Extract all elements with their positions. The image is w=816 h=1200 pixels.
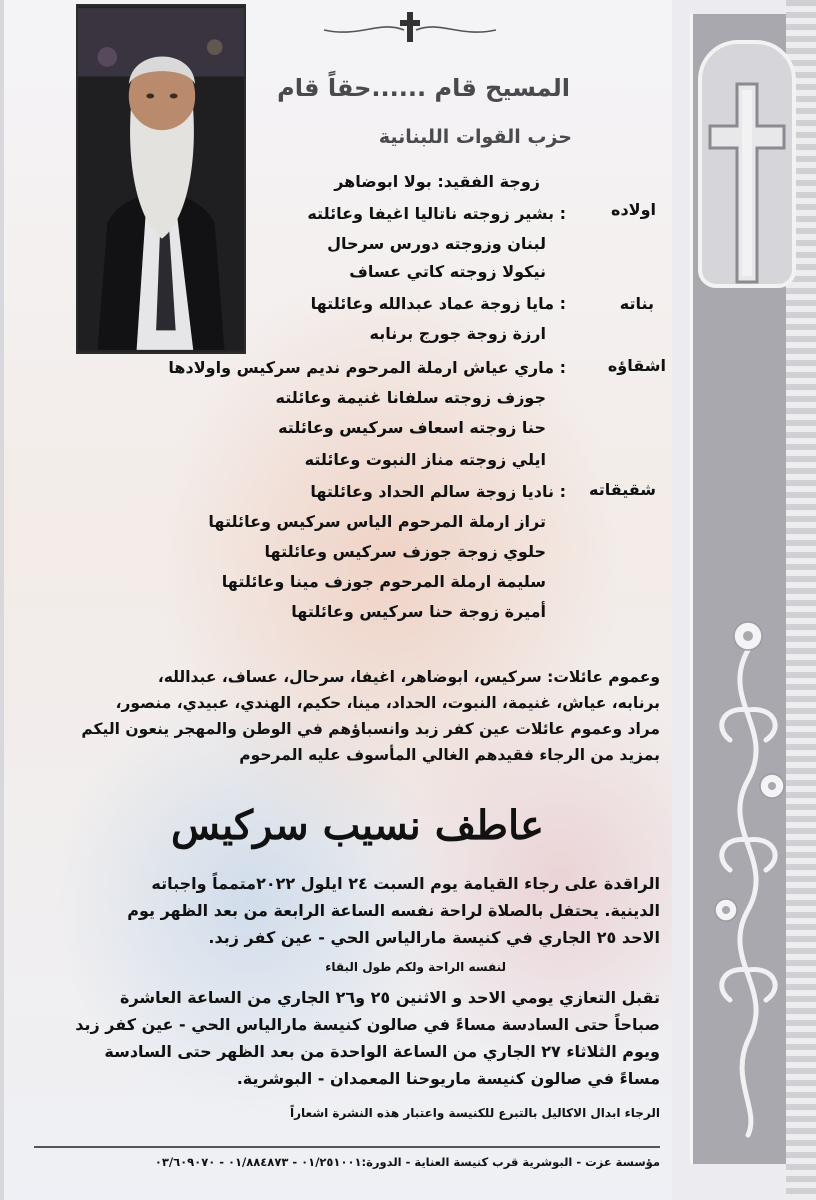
- condolence-line: مساءً في صالون كنيسة ماريوحنا المعمدان - البوشرية.: [236, 1069, 660, 1088]
- funeral-line: الراقدة على رجاء القيامة يوم السبت ٢٤ ايلول ٢٠٢٢متمماً واجباته: [151, 874, 660, 893]
- son-line: : بشير زوجته ناتاليا اغيفا وعائلته: [307, 204, 566, 223]
- donation-note: الرجاء ابدال الاكاليل بالتبرع للكنيسة واعتبار هذه النشرة اشعاراً: [290, 1106, 660, 1120]
- condolence-line: صباحاً حتى السادسة مساءً في صالون كنيسة مارالياس الحي - عين كفر زبد: [75, 1015, 660, 1034]
- daughters-label: بناته: [619, 294, 654, 313]
- funeral-line: الاحد ٢٥ الجاري في كنيسة مارالياس الحي - عين كفر زبد.: [208, 928, 660, 947]
- daughter-line: : مايا زوجة عماد عبدالله وعائلتها: [310, 294, 566, 313]
- floral-ornament-icon: [700, 610, 796, 1140]
- daughter-line: ارزة زوجة جورج برنابه: [369, 324, 546, 343]
- large-cross-icon: [706, 78, 788, 288]
- son-line: نيكولا زوجته كاتي عساف: [349, 262, 546, 281]
- mourning-families: [24, 664, 660, 768]
- easter-greeting: المسيح قام ......حقاً قام: [277, 74, 570, 102]
- brother-line: ايلي زوجته مناز النبوت وعائلته: [304, 450, 546, 469]
- footer-divider: [34, 1146, 660, 1148]
- top-cross-ornament-icon: [320, 10, 500, 44]
- brother-line: حنا زوجته اسعاف سركيس وعائلته: [278, 418, 546, 437]
- funeral-home-footer: مؤسسة عزت - البوشرية قرب كنيسة العناية - الدورة:٠١/٢٥١٠٠١ - ٠١/٨٨٤٨٧٣ - ٠٣/٦٠٩٠٧٠: [154, 1155, 660, 1169]
- brothers-label: اشقاؤه: [607, 356, 666, 375]
- sister-line: سليمة ارملة المرحوم جوزف مينا وعائلتها: [221, 572, 546, 591]
- mourners-line: مراد وعموم عائلات عين كفر زبد وانسباؤهم في الوطن والمهجر ينعون اليكم: [81, 720, 660, 738]
- sister-line: : ناديا زوجة سالم الحداد وعائلتها: [310, 482, 566, 501]
- funeral-line: الدينية. يحتفل بالصلاة لراحة نفسه الساعة الرابعة من بعد الظهر يوم: [127, 901, 660, 920]
- condolence-line: تقبل التعازي يومي الاحد و الاثنين ٢٥ و٢٦ الجاري من الساعة العاشرة: [120, 988, 660, 1007]
- mourners-line: وعموم عائلات: سركيس، ابوضاهر، اغيفا، سرحال، عساف، عبدالله،: [157, 668, 660, 686]
- deceased-name: عاطف نسيب سركيس: [170, 802, 544, 849]
- condolence-line: ويوم الثلاثاء ٢٧ الجاري من الساعة الواحدة من بعد الظهر حتى السادسة: [104, 1042, 660, 1061]
- brother-line: : ماري عياش ارملة المرحوم نديم سركيس واولادها: [168, 358, 566, 377]
- sisters-label: شقيقاته: [588, 480, 656, 499]
- condolence-details: [28, 984, 660, 1092]
- sister-line: أميرة زوجة حنا سركيس وعائلتها: [291, 602, 546, 621]
- sister-line: حلوي زوجة جوزف سركيس وعائلتها: [264, 542, 546, 561]
- sister-line: تراز ارملة المرحوم الياس سركيس وعائلتها: [208, 512, 546, 531]
- wife-line: زوجة الفقيد: بولا ابوضاهر: [334, 172, 540, 191]
- son-line: لبنان وزوجته دورس سرحال: [327, 234, 546, 253]
- funeral-details: [28, 870, 660, 951]
- deceased-portrait: [76, 4, 246, 354]
- sons-label: اولاده: [611, 200, 656, 219]
- brother-line: جوزف زوجته سلفانا غنيمة وعائلته: [275, 388, 546, 407]
- party-name: حزب القوات اللبنانية: [378, 126, 572, 148]
- mourners-line: برنابه، عياش، غنيمة، النبوت، الحداد، مينا، حكيم، الهندي، عبيدي، منصور،: [115, 694, 660, 712]
- mourners-line: بمزيد من الرجاء فقيدهم الغالي المأسوف عليه المرحوم: [239, 746, 660, 764]
- blessing-line: لنفسه الراحة ولكم طول البقاء: [325, 960, 506, 974]
